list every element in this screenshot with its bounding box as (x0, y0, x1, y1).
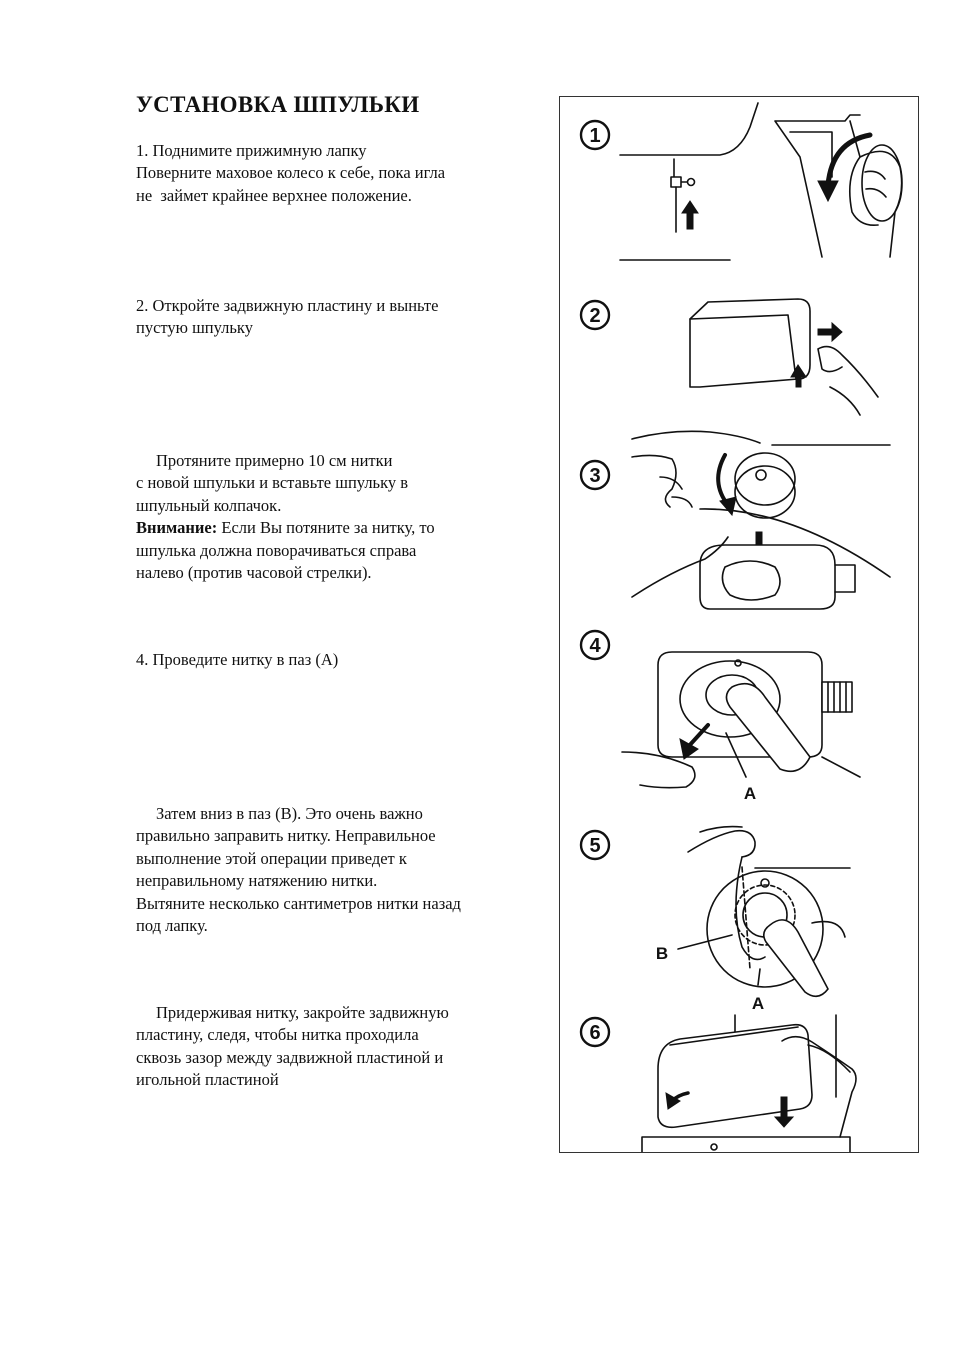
bobbin-case-tab (835, 565, 855, 592)
table-edge (822, 757, 860, 777)
step-number-badge (581, 631, 609, 659)
label-b: B (655, 944, 669, 963)
text-line: с новой шпульки и вставьте шпульку в (136, 473, 409, 493)
figure-1 (581, 103, 902, 260)
step-number: 5 (589, 835, 601, 857)
rotate-arrow-icon (718, 455, 728, 505)
machine-head-outline (620, 103, 758, 155)
text-line: Вытяните несколько сантиметров нитки назад (136, 893, 461, 913)
step-6-text (136, 1002, 536, 1092)
bobbin-case (700, 545, 835, 609)
text-line: 4. Проведите нитку в паз (А) (136, 650, 339, 669)
illustration-panel (559, 96, 919, 1153)
label-a: A (751, 994, 765, 1013)
page-title: УСТАНОВКА ШПУЛЬКИ (136, 92, 420, 117)
step-number-badge (581, 1018, 609, 1046)
warning-line (136, 517, 536, 539)
text-line: пустую шпульку (136, 318, 253, 338)
text-line: выполнение этой операции приведет к (136, 848, 407, 868)
figure-6 (581, 1015, 856, 1153)
text-line: неправильному натяжению нитки. (136, 871, 378, 891)
text-line: шпульный колпачок. (136, 495, 282, 515)
text-line: пластину, следя, чтобы нитка проходила (136, 1025, 419, 1045)
finger-illustration (818, 347, 878, 415)
text-line: правильно заправить нитку. Неправильное (136, 826, 436, 846)
rotate-arrow-head (818, 181, 838, 201)
figure-5 (581, 827, 850, 1013)
text-line: Поверните маховое колесо к себе, пока игла (136, 163, 446, 183)
text-line: 1. Поднимите прижимную лапку (136, 141, 367, 160)
step-2-text (136, 295, 536, 340)
illustration-svg (560, 97, 919, 1153)
step-4-text (136, 649, 536, 671)
step-number: 6 (589, 1022, 601, 1044)
figure-3 (581, 431, 890, 609)
step-number-badge (581, 831, 609, 859)
figure-4 (581, 631, 860, 803)
up-arrow-icon (682, 201, 698, 229)
text-line: игольной пластиной (136, 1070, 279, 1090)
step-number: 3 (589, 465, 601, 487)
text-line: шпулька должна поворачиваться справа (136, 540, 417, 560)
figure-2 (581, 299, 878, 415)
machine-body-inner (790, 132, 832, 177)
text-line: 2. Откройте задвижную пластину и выньте (136, 296, 439, 315)
machine-body-outline (775, 115, 860, 257)
step-number-badge (581, 121, 609, 149)
step-number: 1 (589, 125, 601, 147)
label-a: A (743, 784, 757, 803)
step-number: 4 (589, 635, 601, 657)
step-3-text (136, 450, 536, 584)
step-5-text (136, 803, 536, 937)
text-line: налево (против часовой стрелки). (136, 563, 372, 583)
step-number-badge (581, 301, 609, 329)
right-arrow-icon (818, 323, 842, 341)
plate-side-knob (822, 682, 852, 712)
hand-illustration (688, 827, 755, 857)
text-line: под лапку. (136, 916, 208, 936)
text-line: не займет крайнее верхнее положение. (136, 185, 412, 205)
step-number-badge (581, 461, 609, 489)
needle-clamp (671, 159, 688, 187)
text-line: Протяните примерно 10 см нитки (156, 451, 393, 470)
machine-bed (642, 1137, 850, 1153)
warning-label: Внимание: (136, 518, 218, 538)
step-1-text (136, 140, 536, 207)
slide-plate (658, 1025, 812, 1128)
bobbin (735, 466, 795, 518)
warning-text: Если Вы потяните за нитку, то (217, 518, 435, 538)
text-line: Придерживая нитку, закройте задвижную (156, 1003, 449, 1022)
text-line: сквозь зазор между задвижной пластиной и (136, 1047, 444, 1067)
text-line: Затем вниз в паз (В). Это очень важно (156, 804, 423, 823)
step-number: 2 (589, 305, 601, 327)
